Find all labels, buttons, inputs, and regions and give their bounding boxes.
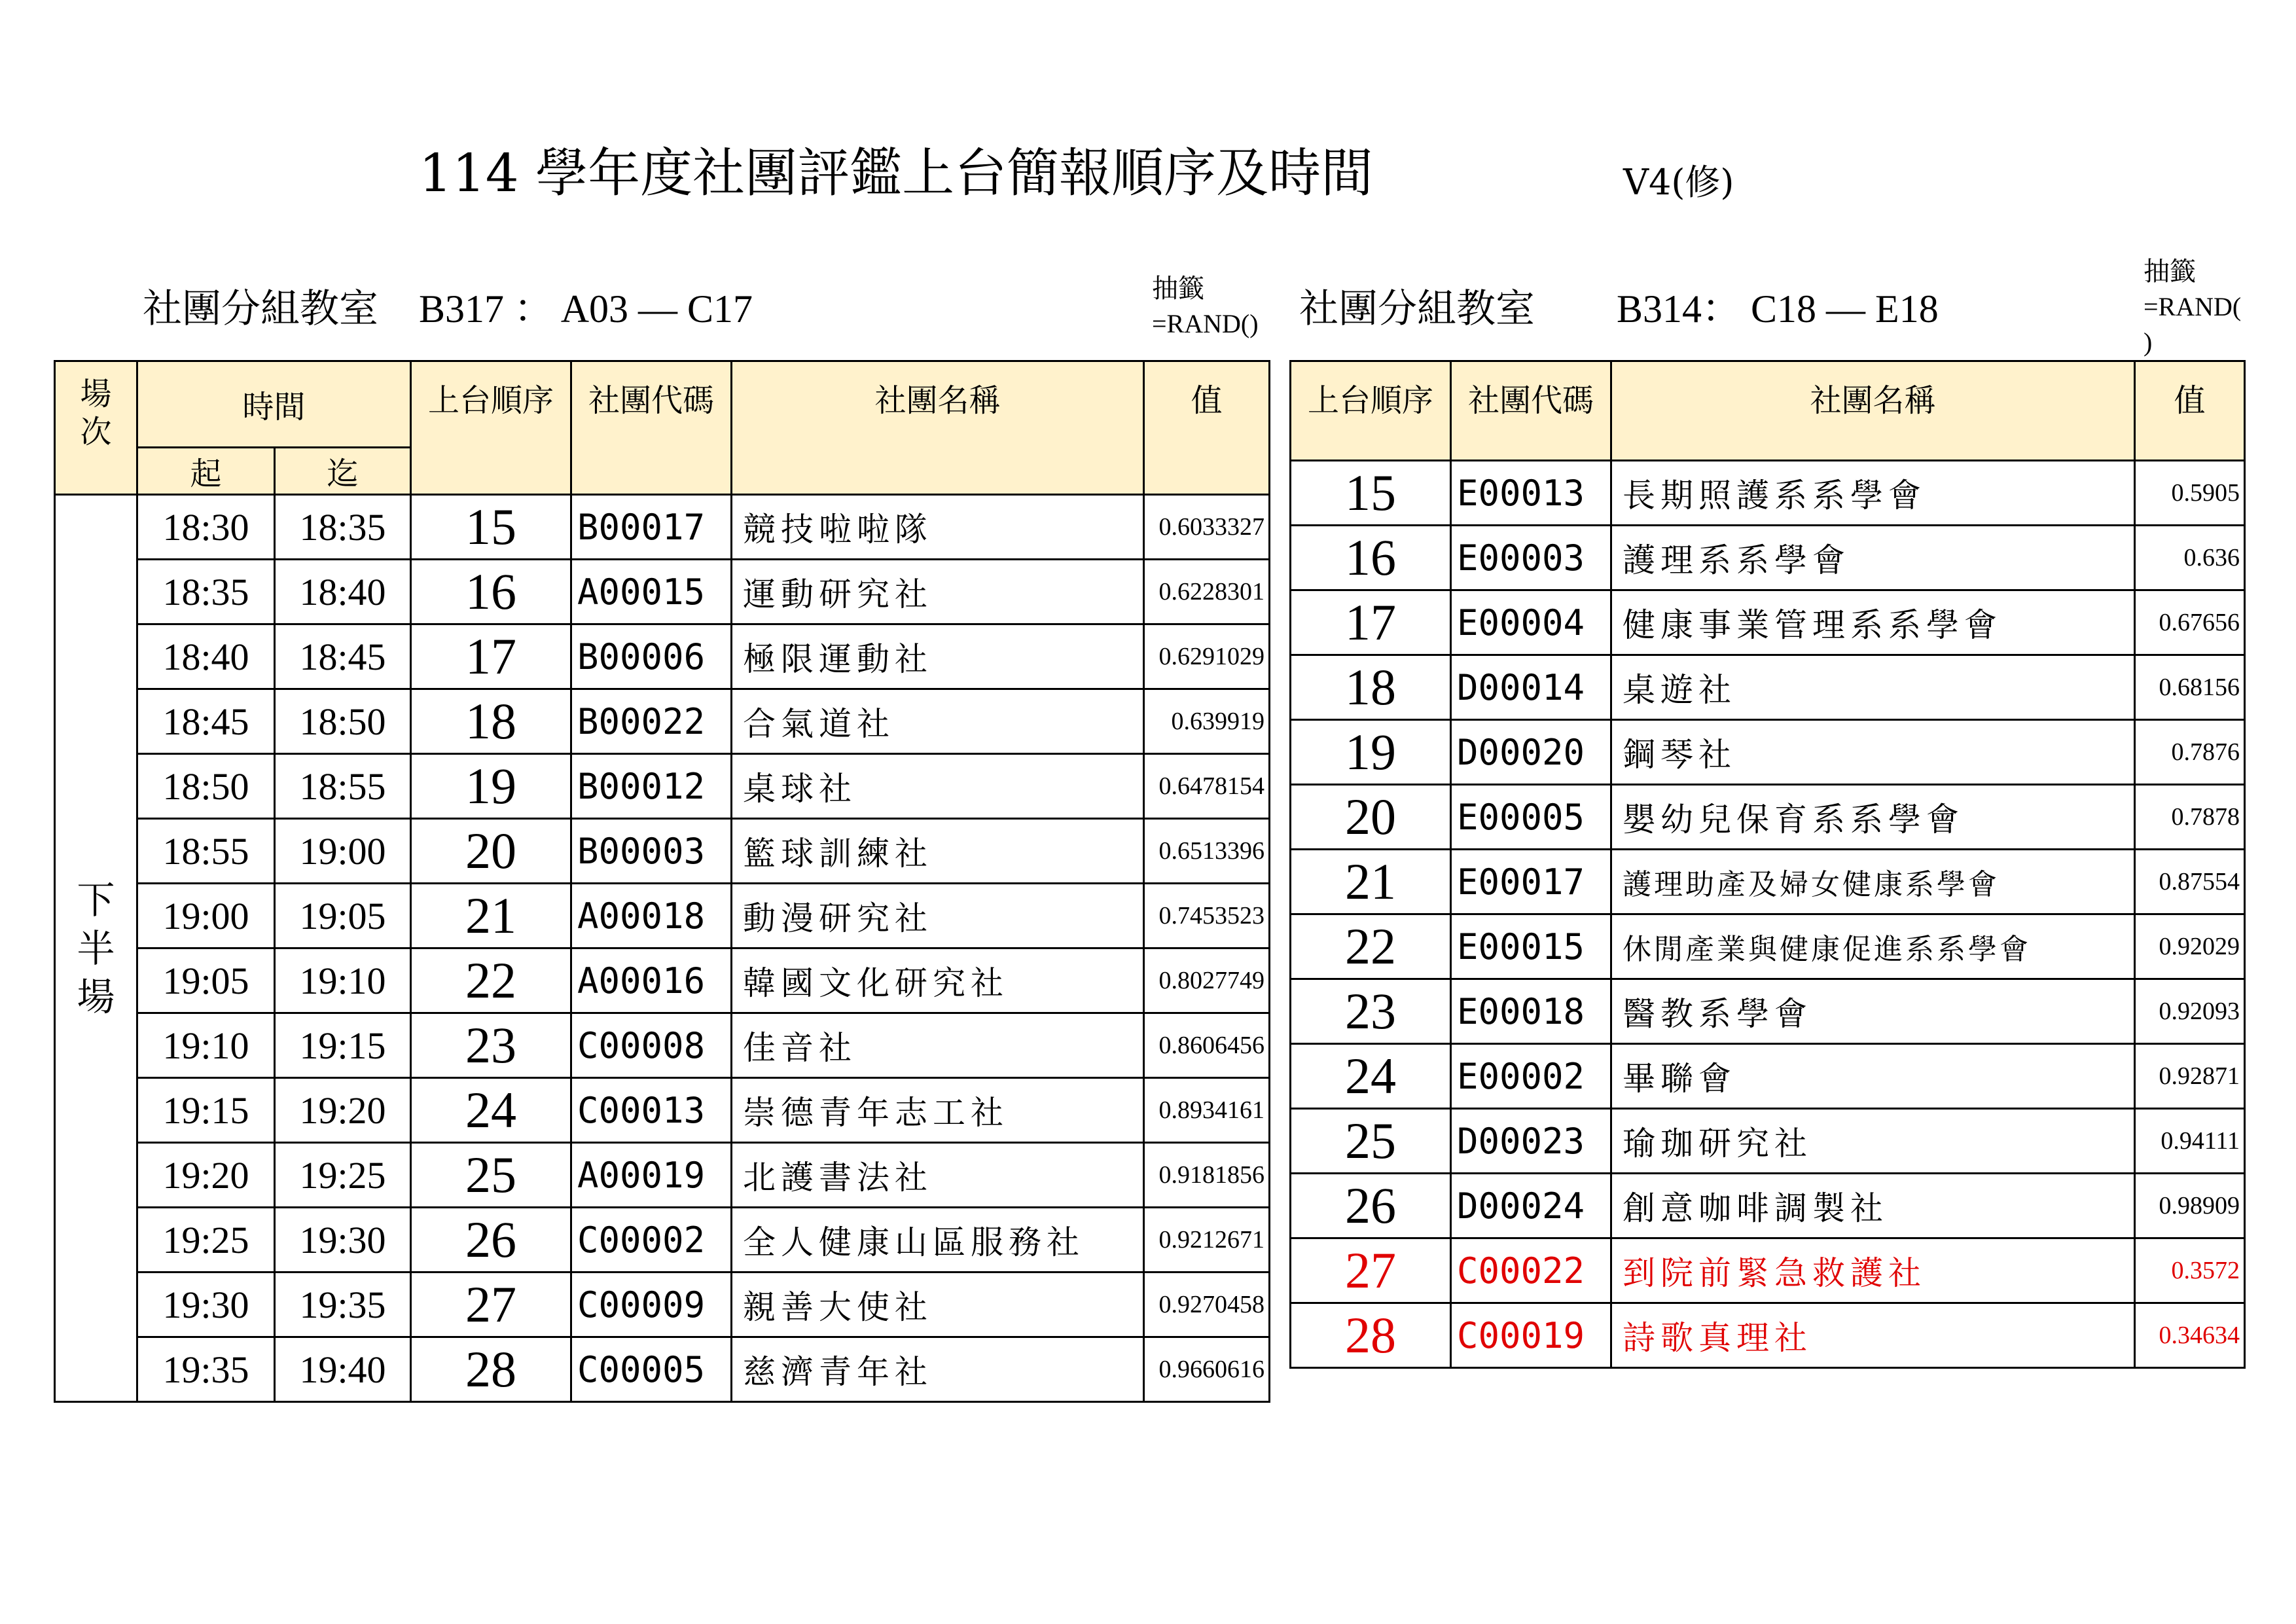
rand-value-cell: 0.9270458	[1144, 1272, 1270, 1337]
header-time: 時間	[137, 361, 411, 448]
rand-value-cell: 0.8606456	[1144, 1013, 1270, 1078]
club-name-cell: 桌遊社	[1611, 655, 2135, 720]
club-code-cell: C00005	[571, 1337, 732, 1402]
end-time-cell: 18:40	[275, 560, 411, 624]
order-cell: 20	[1291, 785, 1451, 850]
order-cell: 17	[411, 624, 571, 689]
club-code-cell: C00009	[571, 1272, 732, 1337]
header-value: 值	[1144, 361, 1270, 495]
table-row	[1291, 526, 2245, 590]
club-name-cell: 創意咖啡調製社	[1611, 1174, 2135, 1238]
order-cell: 19	[1291, 720, 1451, 785]
rand-value-cell: 0.639919	[1144, 689, 1270, 754]
club-name-cell: 畢聯會	[1611, 1044, 2135, 1109]
rand-value-cell: 0.92029	[2135, 914, 2245, 979]
table-row	[1291, 1044, 2245, 1109]
order-cell: 19	[411, 754, 571, 819]
left-schedule-table	[54, 360, 1270, 1403]
club-code-cell: C00019	[1451, 1303, 1611, 1368]
club-code-cell: B00022	[571, 689, 732, 754]
table-row	[55, 1143, 1270, 1208]
version-label: V4(修)	[1623, 162, 1734, 203]
table-row	[1291, 1174, 2245, 1238]
club-code-cell: A00015	[571, 560, 732, 624]
club-name-cell: 醫教系學會	[1611, 979, 2135, 1044]
club-code-cell: D00014	[1451, 655, 1611, 720]
rand-value-cell: 0.9212671	[1144, 1208, 1270, 1272]
order-cell: 21	[1291, 850, 1451, 914]
end-time-cell: 18:50	[275, 689, 411, 754]
table-row	[55, 560, 1270, 624]
club-name-cell: 詩歌真理社	[1611, 1303, 2135, 1368]
rand-value-cell: 0.5905	[2135, 461, 2245, 526]
order-cell: 26	[411, 1208, 571, 1272]
table-row	[1291, 720, 2245, 785]
club-name-cell: 到院前緊急救護社	[1611, 1238, 2135, 1303]
left-room-code: B317 ： A03 — C17	[419, 287, 753, 331]
start-time-cell: 18:40	[137, 624, 275, 689]
table-row	[55, 624, 1270, 689]
order-cell: 24	[1291, 1044, 1451, 1109]
rand-value-cell: 0.6291029	[1144, 624, 1270, 689]
end-time-cell: 19:40	[275, 1337, 411, 1402]
club-name-cell: 全人健康山區服務社	[732, 1208, 1144, 1272]
end-time-cell: 19:20	[275, 1078, 411, 1143]
table-row	[1291, 1303, 2245, 1368]
club-name-cell: 競技啦啦隊	[732, 495, 1144, 560]
club-name-cell: 護理助產及婦女健康系學會	[1611, 850, 2135, 914]
rand-value-cell: 0.92871	[2135, 1044, 2245, 1109]
table-row	[1291, 655, 2245, 720]
rand-value-cell: 0.92093	[2135, 979, 2245, 1044]
header-order: 上台順序	[411, 361, 571, 495]
rand-value-cell: 0.9660616	[1144, 1337, 1270, 1402]
table-row	[1291, 1238, 2245, 1303]
order-cell: 25	[1291, 1109, 1451, 1174]
club-name-cell: 長期照護系系學會	[1611, 461, 2135, 526]
order-cell: 24	[411, 1078, 571, 1143]
club-name-cell: 合氣道社	[732, 689, 1144, 754]
end-time-cell: 18:35	[275, 495, 411, 560]
club-code-cell: D00024	[1451, 1174, 1611, 1238]
order-cell: 27	[411, 1272, 571, 1337]
club-name-cell: 運動研究社	[732, 560, 1144, 624]
start-time-cell: 18:55	[137, 819, 275, 884]
header-start: 起	[137, 448, 275, 495]
end-time-cell: 19:00	[275, 819, 411, 884]
table-row	[55, 948, 1270, 1013]
club-name-cell: 健康事業管理系系學會	[1611, 590, 2135, 655]
start-time-cell: 18:50	[137, 754, 275, 819]
start-time-cell: 19:05	[137, 948, 275, 1013]
order-cell: 26	[1291, 1174, 1451, 1238]
order-cell: 16	[411, 560, 571, 624]
header-code: 社團代碼	[1451, 361, 1611, 461]
table-row	[1291, 785, 2245, 850]
club-code-cell: E00018	[1451, 979, 1611, 1044]
order-cell: 17	[1291, 590, 1451, 655]
start-time-cell: 19:00	[137, 884, 275, 948]
left-draw-note: 抽籤 =RAND()	[1152, 274, 1259, 338]
order-cell: 23	[411, 1013, 571, 1078]
club-code-cell: C00008	[571, 1013, 732, 1078]
table-row	[1291, 979, 2245, 1044]
club-name-cell: 桌球社	[732, 754, 1144, 819]
table-row	[1291, 590, 2245, 655]
table-row	[1291, 850, 2245, 914]
rand-value-cell: 0.6513396	[1144, 819, 1270, 884]
table-row	[55, 1078, 1270, 1143]
header-name: 社團名稱	[732, 361, 1144, 495]
club-code-cell: B00006	[571, 624, 732, 689]
rand-value-cell: 0.98909	[2135, 1174, 2245, 1238]
club-name-cell: 鋼琴社	[1611, 720, 2135, 785]
club-code-cell: A00016	[571, 948, 732, 1013]
left-room-label: 社團分組教室	[143, 286, 378, 332]
club-name-cell: 慈濟青年社	[732, 1337, 1144, 1402]
table-row	[55, 1208, 1270, 1272]
table-row	[55, 884, 1270, 948]
right-room-code: B314： C18 — E18	[1617, 287, 1939, 331]
start-time-cell: 19:15	[137, 1078, 275, 1143]
order-cell: 28	[411, 1337, 571, 1402]
table-row	[1291, 1109, 2245, 1174]
club-code-cell: C00022	[1451, 1238, 1611, 1303]
rand-value-cell: 0.87554	[2135, 850, 2245, 914]
club-code-cell: E00013	[1451, 461, 1611, 526]
order-cell: 15	[1291, 461, 1451, 526]
club-name-cell: 動漫研究社	[732, 884, 1144, 948]
table-row	[1291, 461, 2245, 526]
club-code-cell: B00003	[571, 819, 732, 884]
start-time-cell: 19:25	[137, 1208, 275, 1272]
club-code-cell: A00019	[571, 1143, 732, 1208]
club-code-cell: E00005	[1451, 785, 1611, 850]
order-cell: 15	[411, 495, 571, 560]
right-room-label: 社團分組教室	[1299, 286, 1535, 332]
club-name-cell: 崇德青年志工社	[732, 1078, 1144, 1143]
order-cell: 27	[1291, 1238, 1451, 1303]
club-code-cell: B00012	[571, 754, 732, 819]
club-code-cell: D00023	[1451, 1109, 1611, 1174]
club-name-cell: 籃球訓練社	[732, 819, 1144, 884]
table-row	[55, 819, 1270, 884]
table-row	[55, 689, 1270, 754]
club-name-cell: 護理系系學會	[1611, 526, 2135, 590]
club-code-cell: D00020	[1451, 720, 1611, 785]
order-cell: 16	[1291, 526, 1451, 590]
club-name-cell: 瑜珈研究社	[1611, 1109, 2135, 1174]
club-code-cell: E00017	[1451, 850, 1611, 914]
club-name-cell: 休閒產業與健康促進系系學會	[1611, 914, 2135, 979]
rand-value-cell: 0.6478154	[1144, 754, 1270, 819]
rand-value-cell: 0.94111	[2135, 1109, 2245, 1174]
order-cell: 22	[411, 948, 571, 1013]
end-time-cell: 18:55	[275, 754, 411, 819]
table-row	[55, 1337, 1270, 1402]
table-row	[55, 495, 1270, 560]
header-code: 社團代碼	[571, 361, 732, 495]
rand-value-cell: 0.68156	[2135, 655, 2245, 720]
club-name-cell: 北護書法社	[732, 1143, 1144, 1208]
club-code-cell: E00003	[1451, 526, 1611, 590]
rand-value-cell: 0.7878	[2135, 785, 2245, 850]
order-cell: 23	[1291, 979, 1451, 1044]
start-time-cell: 19:35	[137, 1337, 275, 1402]
club-code-cell: C00013	[571, 1078, 732, 1143]
start-time-cell: 18:45	[137, 689, 275, 754]
club-code-cell: B00017	[571, 495, 732, 560]
club-code-cell: A00018	[571, 884, 732, 948]
end-time-cell: 19:15	[275, 1013, 411, 1078]
start-time-cell: 19:20	[137, 1143, 275, 1208]
rand-value-cell: 0.7876	[2135, 720, 2245, 785]
club-name-cell: 佳音社	[732, 1013, 1144, 1078]
club-name-cell: 韓國文化研究社	[732, 948, 1144, 1013]
rand-value-cell: 0.6033327	[1144, 495, 1270, 560]
right-schedule-table	[1289, 360, 2246, 1369]
table-row	[1291, 914, 2245, 979]
rand-value-cell: 0.9181856	[1144, 1143, 1270, 1208]
order-cell: 18	[1291, 655, 1451, 720]
start-time-cell: 18:30	[137, 495, 275, 560]
order-cell: 25	[411, 1143, 571, 1208]
table-row	[55, 1013, 1270, 1078]
club-name-cell: 極限運動社	[732, 624, 1144, 689]
rand-value-cell: 0.3572	[2135, 1238, 2245, 1303]
club-name-cell: 親善大使社	[732, 1272, 1144, 1337]
end-time-cell: 19:05	[275, 884, 411, 948]
rand-value-cell: 0.8027749	[1144, 948, 1270, 1013]
page-title: 114 學年度社團評鑑上台簡報順序及時間	[419, 143, 1374, 204]
rand-value-cell: 0.6228301	[1144, 560, 1270, 624]
table-row	[55, 754, 1270, 819]
table-row	[55, 1272, 1270, 1337]
rand-value-cell: 0.7453523	[1144, 884, 1270, 948]
header-session: 場 次	[55, 361, 137, 495]
right-draw-note: 抽籤 =RAND( )	[2144, 257, 2242, 357]
club-name-cell: 嬰幼兒保育系系學會	[1611, 785, 2135, 850]
order-cell: 21	[411, 884, 571, 948]
club-code-cell: E00015	[1451, 914, 1611, 979]
club-code-cell: E00002	[1451, 1044, 1611, 1109]
end-time-cell: 19:10	[275, 948, 411, 1013]
header-name: 社團名稱	[1611, 361, 2135, 461]
start-time-cell: 18:35	[137, 560, 275, 624]
header-value: 值	[2135, 361, 2245, 461]
end-time-cell: 19:25	[275, 1143, 411, 1208]
end-time-cell: 19:30	[275, 1208, 411, 1272]
rand-value-cell: 0.67656	[2135, 590, 2245, 655]
rand-value-cell: 0.636	[2135, 526, 2245, 590]
order-cell: 20	[411, 819, 571, 884]
session-cell: 下 半 場	[55, 495, 137, 1402]
rand-value-cell: 0.8934161	[1144, 1078, 1270, 1143]
end-time-cell: 19:35	[275, 1272, 411, 1337]
end-time-cell: 18:45	[275, 624, 411, 689]
order-cell: 22	[1291, 914, 1451, 979]
rand-value-cell: 0.34634	[2135, 1303, 2245, 1368]
club-code-cell: C00002	[571, 1208, 732, 1272]
order-cell: 18	[411, 689, 571, 754]
start-time-cell: 19:10	[137, 1013, 275, 1078]
start-time-cell: 19:30	[137, 1272, 275, 1337]
header-order: 上台順序	[1291, 361, 1451, 461]
order-cell: 28	[1291, 1303, 1451, 1368]
header-end: 迄	[275, 448, 411, 495]
club-code-cell: E00004	[1451, 590, 1611, 655]
